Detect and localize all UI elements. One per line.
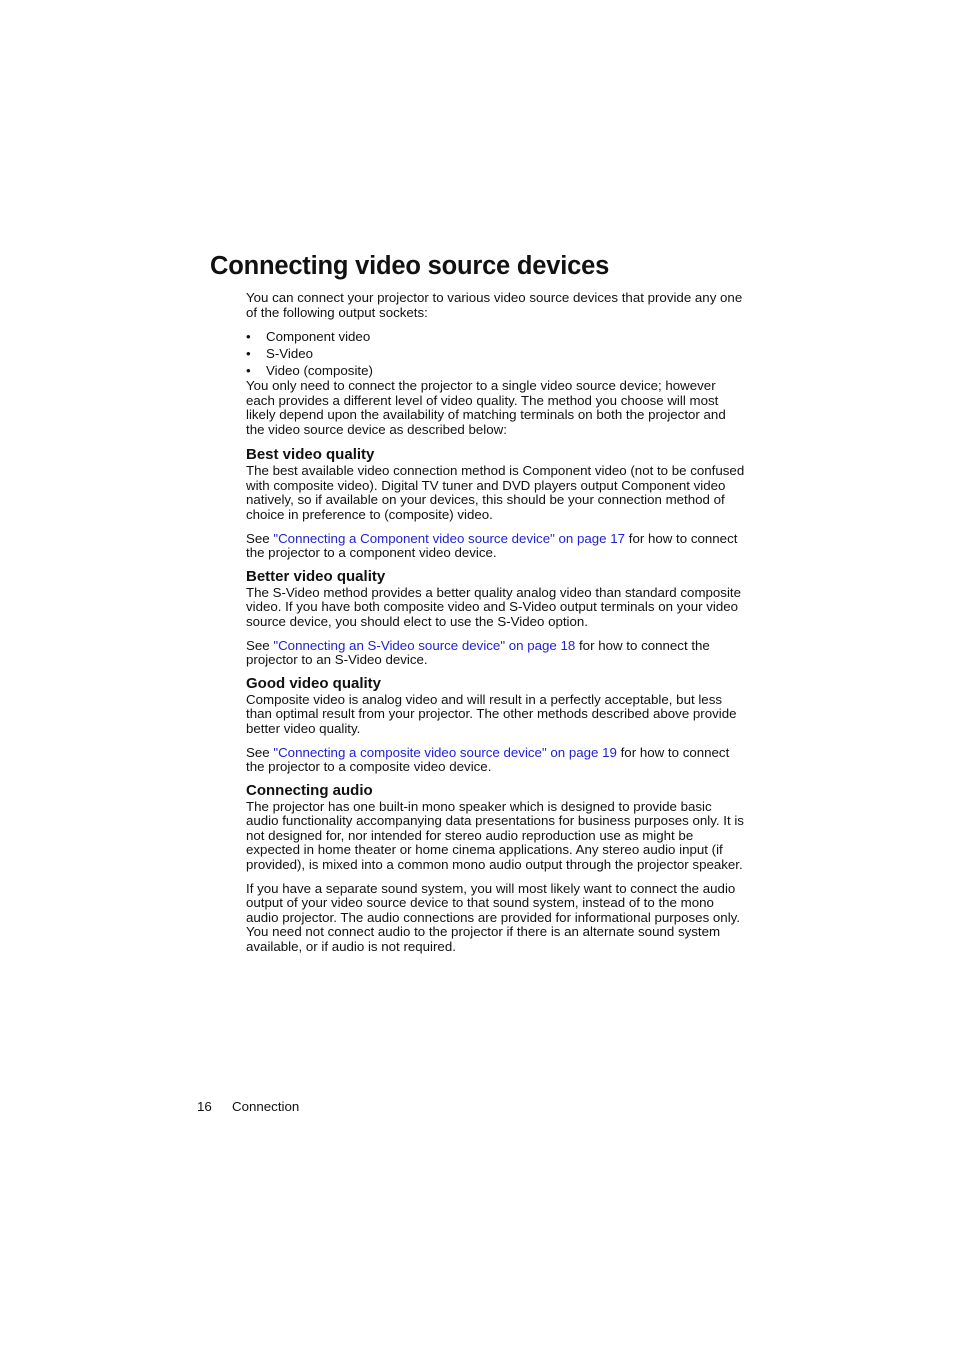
see-prefix: See [246, 530, 274, 546]
heading-better-video-quality: Better video quality [246, 567, 386, 585]
audio-paragraph-1: The projector has one built-in mono speaker which is designed to provide basic audio functionality accompanying data presentations for business purposes only. It is not designed for, nor intended for stereo audio reproduction use as might be expected in home theater or home cinema applications. Any stereo audio input (if provided), is mixed into a common mono audio output through the projector speaker. [246, 798, 744, 872]
link-composite-video-page-19[interactable]: "Connecting a composite video source device" on page 19 [273, 744, 617, 760]
see-prefix: See [246, 637, 274, 653]
see-prefix: See [246, 744, 274, 760]
intro-paragraph: You can connect your projector to various video source devices that provide any one of the following output sockets: [246, 290, 743, 320]
output-sockets-list [246, 328, 746, 379]
see-suffix: for how to connect the projector to an S-Video device. [246, 637, 710, 667]
see-suffix: for how to connect the projector to a component video device. [246, 530, 738, 560]
list-item [246, 362, 746, 379]
best-quality-paragraph: The best available video connection method is Component video (not to be confused with composite video). Digital TV tuner and DVD players output Component video natively, so if available on your devices, this should be your connection method of choice in preference to (composite) video. [246, 463, 745, 522]
good-quality-paragraph: Composite video is analog video and will result in a perfectly acceptable, but less than optimal result from your projector. The other methods described above provide better video quality. [246, 691, 737, 736]
see-suffix: for how to connect the projector to a composite video device. [246, 744, 730, 774]
heading-good-video-quality: Good video quality [246, 674, 382, 692]
better-quality-see-paragraph [246, 639, 746, 668]
page-title: Connecting video source devices [210, 252, 610, 280]
page-number: 16 [197, 1099, 212, 1114]
page-footer [197, 1099, 299, 1115]
bullet-icon: • [246, 346, 251, 361]
intro-paragraph-2: You only need to connect the projector to a single video source device; however each provides a different level of video quality. The method you choose will most likely depend upon the availability of matching terminals on both the projector and the video source device as described below: [246, 378, 726, 437]
list-item-text: Component video [266, 329, 371, 344]
best-quality-see-paragraph [246, 532, 746, 561]
footer-section-name: Connection [232, 1099, 300, 1114]
list-item [246, 328, 746, 345]
better-quality-paragraph: The S-Video method provides a better quality analog video than standard composite video. If you have both composite video and S-Video output terminals on your video source device, you should elect to use the S-Video option. [246, 584, 742, 629]
heading-best-video-quality: Best video quality [246, 446, 375, 463]
bullet-icon: • [246, 329, 251, 344]
link-component-video-page-17[interactable]: "Connecting a Component video source device" on page 17 [273, 530, 626, 546]
link-s-video-page-18[interactable]: "Connecting an S-Video source device" on page 18 [273, 637, 576, 653]
list-item [246, 345, 746, 362]
list-item-text: S-Video [266, 346, 314, 361]
body-column [246, 291, 746, 954]
heading-connecting-audio: Connecting audio [246, 781, 373, 799]
good-quality-see-paragraph [246, 746, 746, 775]
audio-paragraph-2: If you have a separate sound system, you will most likely want to connect the audio output of your video source device to that sound system, instead of to the mono audio projector. The audio connections are provided for informational purposes only. You need not connect audio to the projector if there is an alternate sound system available, or if audio is not required. [246, 880, 741, 954]
list-item-text: Video (composite) [266, 363, 373, 378]
bullet-icon: • [246, 363, 251, 378]
